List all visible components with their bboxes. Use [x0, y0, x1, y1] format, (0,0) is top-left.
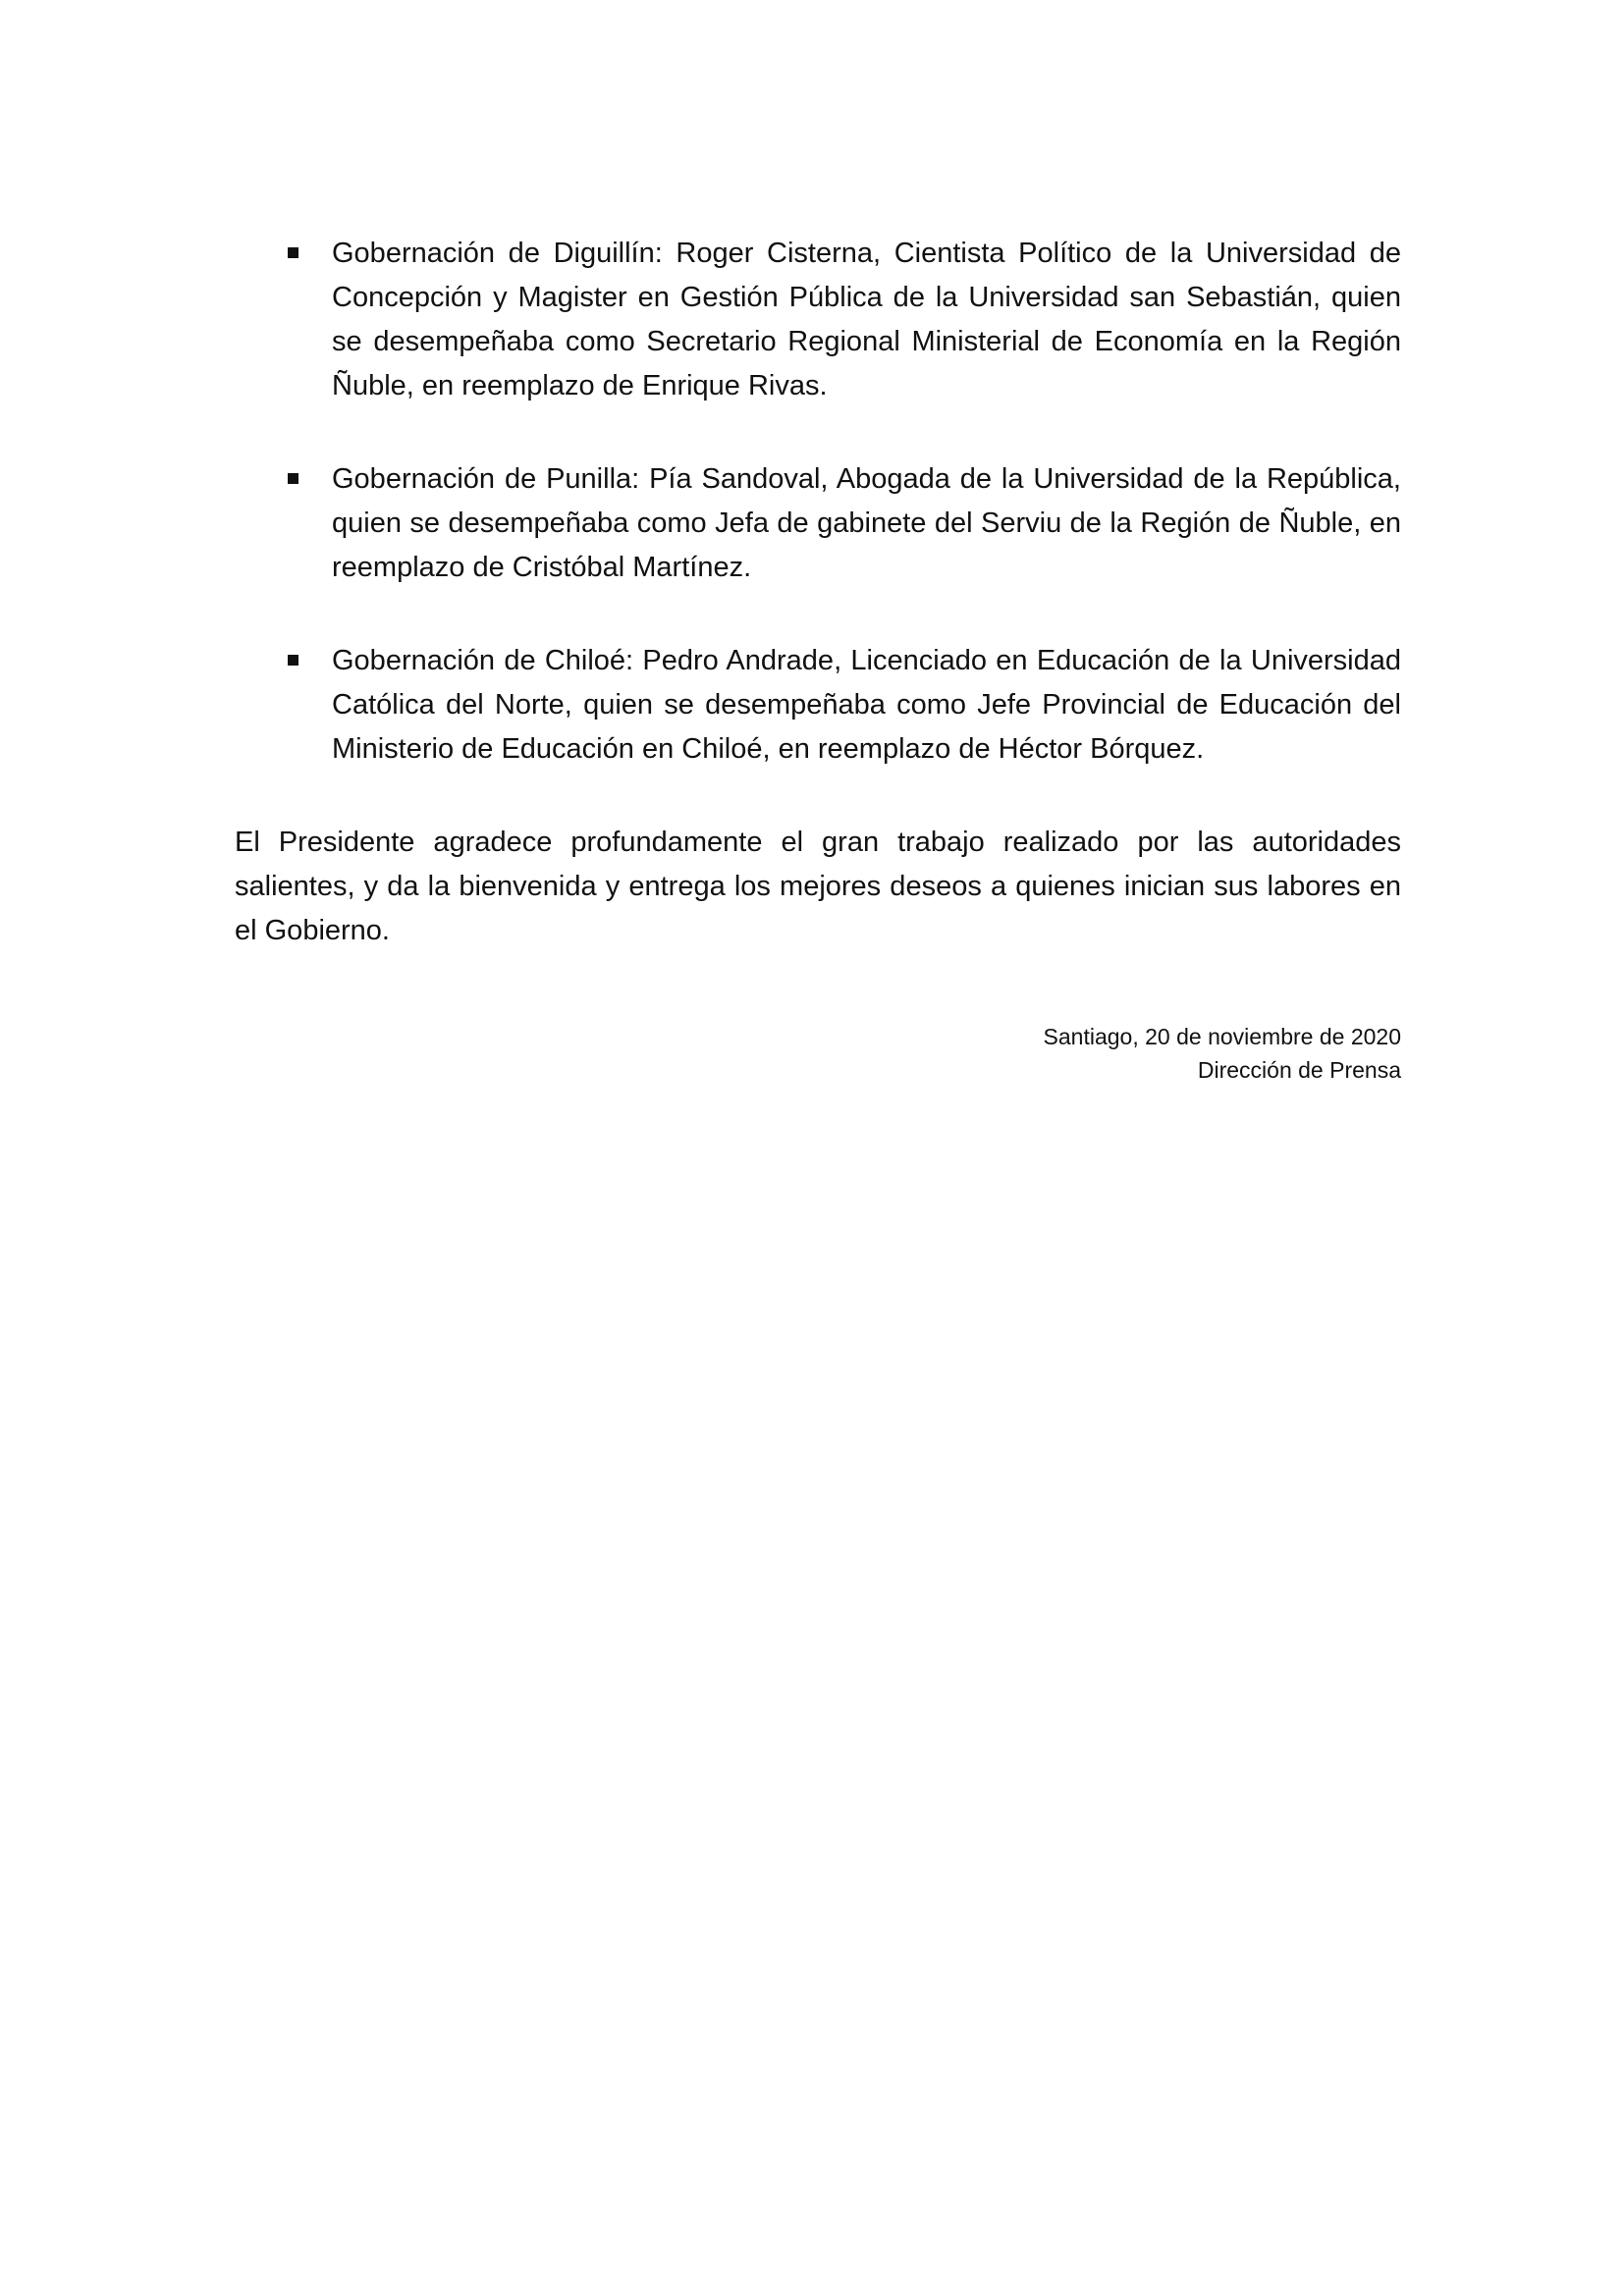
signature-block [235, 1020, 1401, 1087]
list-item [235, 639, 1401, 772]
list-item [235, 232, 1401, 408]
square-bullet-icon [288, 655, 298, 666]
place-date: Santiago, 20 de noviembre de 2020 [1043, 1024, 1401, 1049]
press-office: Dirección de Prensa [1197, 1057, 1401, 1083]
square-bullet-icon [288, 473, 298, 484]
square-bullet-icon [288, 247, 298, 258]
list-item [235, 457, 1401, 590]
appointments-list [235, 232, 1401, 772]
appointment-text: Gobernación de Diguillín: Roger Cisterna, Cientista Político de la Universidad de Concepción y Magister en Gestión Pública de la Universidad san Sebastián, quien se desempeñaba como Secretario Regional Ministerial de Economía en la Región Ñuble, en reemplazo de Enrique Rivas. [332, 238, 1401, 401]
appointment-text: Gobernación de Punilla: Pía Sandoval, Abogada de la Universidad de la República, quien se desempeñaba como Jefa de gabinete del Serviu de la Región de Ñuble, en reemplazo de Cristóbal Martínez. [332, 463, 1401, 583]
appointment-text: Gobernación de Chiloé: Pedro Andrade, Licenciado en Educación de la Universidad Católica del Norte, quien se desempeñaba como Jefe Provincial de Educación del Ministerio de Educación en Chiloé, en reemplazo de Héctor Bórquez. [332, 645, 1401, 765]
closing-paragraph: El Presidente agradece profundamente el gran trabajo realizado por las autoridades salientes, y da la bienvenida y entrega los mejores deseos a quienes inician sus labores en el Gobierno. [235, 827, 1401, 946]
document-body [235, 232, 1401, 1087]
